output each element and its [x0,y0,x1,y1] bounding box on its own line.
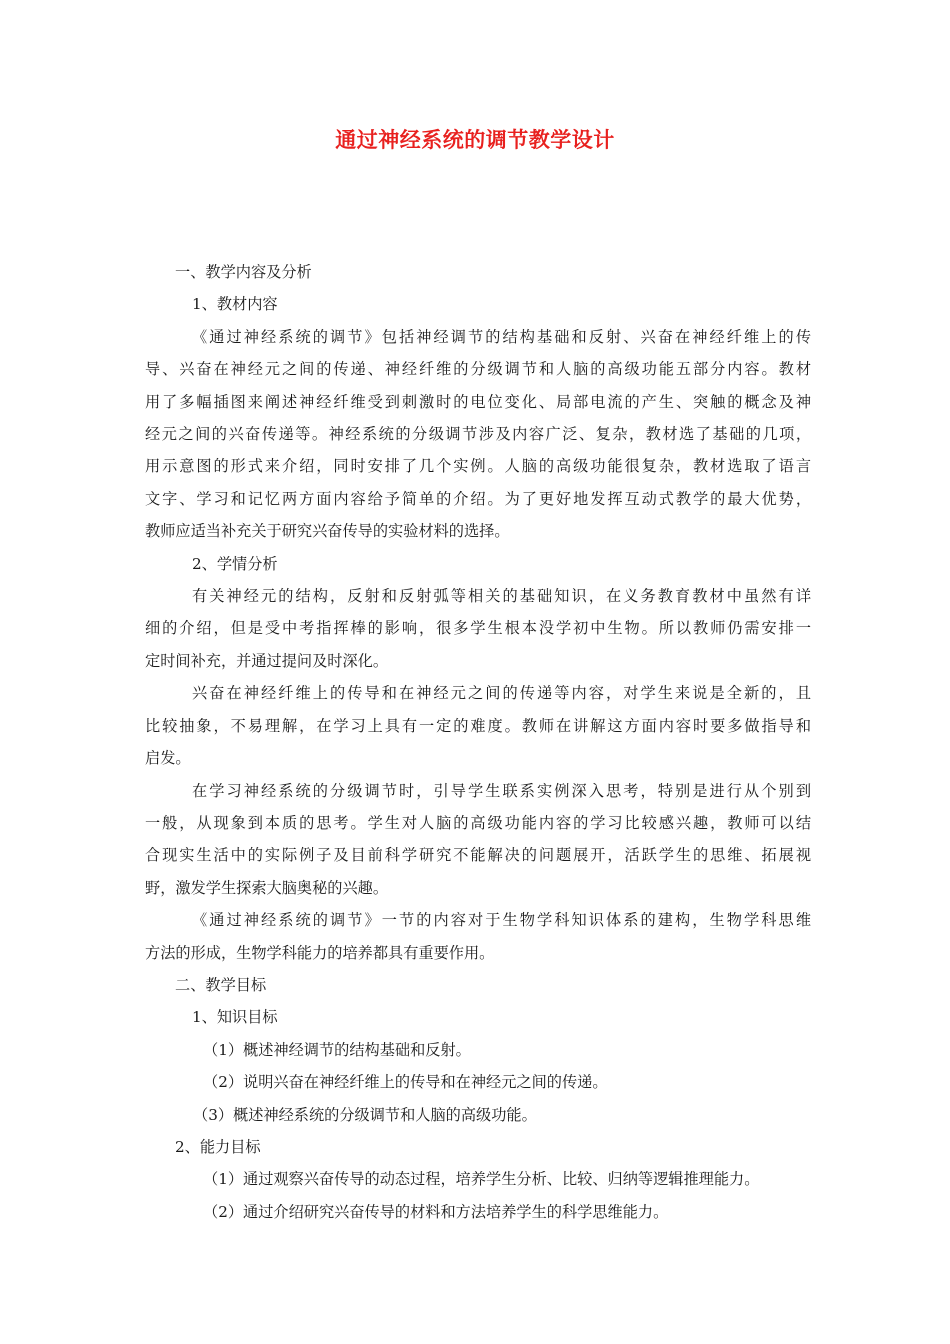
subsection-heading: 2、能力目标 [175,1137,261,1156]
paragraph-line: 一般，从现象到本质的思考。学生对人脑的高级功能内容的学习比较感兴趣，教师可以结 [145,813,811,832]
document-title: 通过神经系统的调节教学设计 [335,128,615,152]
paragraph-line: 经元之间的兴奋传递等。神经系统的分级调节涉及内容广泛、复杂，教材选了基础的几项， [145,425,811,444]
section-heading: 一、教学内容及分析 [175,263,312,281]
paragraph-line: 兴奋在神经纤维上的传导和在神经元之间的传递等内容，对学生来说是全新的，且 [192,684,811,703]
section-heading: 二、教学目标 [175,975,267,994]
paragraph-line: 用了多幅插图来阐述神经纤维受到刺激时的电位变化、局部电流的产生、突触的概念及神 [145,392,811,411]
paragraph-line: 细的介绍，但是受中考指挥棒的影响，很多学生根本没学初中生物。所以教师仍需安排一 [145,619,811,638]
paragraph-line: 定时间补充，并通过提问及时深化。 [145,651,388,670]
paragraph-line: 导、兴奋在神经元之间的传递、神经纤维的分级调节和人脑的高级功能五部分内容。教材 [145,360,811,379]
paragraph-line: 《通过神经系统的调节》一节的内容对于生物学科知识体系的建构，生物学科思维 [192,911,811,930]
paragraph-line: 野，激发学生探索大脑奥秘的兴趣。 [145,878,388,897]
paragraph-line: 合现实生活中的实际例子及目前科学研究不能解决的问题展开，活跃学生的思维、拓展视 [145,846,811,865]
list-item: （2）说明兴奋在神经纤维上的传导和在神经元之间的传递。 [203,1073,608,1092]
paragraph-line: 文字、学习和记忆两方面内容给予简单的介绍。为了更好地发挥互动式教学的最大优势， [145,489,811,508]
paragraph-line: 有关神经元的结构，反射和反射弧等相关的基础知识，在义务教育教材中虽然有详 [192,587,811,606]
subsection-heading: 2、学情分析 [192,554,278,573]
subsection-heading: 1、知识目标 [192,1008,278,1027]
paragraph-line: 教师应适当补充关于研究兴奋传导的实验材料的选择。 [145,522,510,541]
paragraph-line: 启发。 [145,749,191,768]
document-body [145,256,811,1228]
list-item: （2）通过介绍研究兴奋传导的材料和方法培养学生的科学思维能力。 [203,1202,669,1221]
subsection-heading: 1、教材内容 [192,295,278,314]
paragraph-line: 用示意图的形式来介绍，同时安排了几个实例。人脑的高级功能很复杂，教材选取了语言 [145,457,811,476]
paragraph-line: 方法的形成，生物学科能力的培养都具有重要作用。 [145,943,495,962]
paragraph-line: 比较抽象，不易理解，在学习上具有一定的难度。教师在讲解这方面内容时要多做指导和 [145,716,811,735]
list-item: （1）概述神经调节的结构基础和反射。 [203,1040,471,1059]
list-item: （3）概述神经系统的分级调节和人脑的高级功能。 [193,1105,537,1124]
list-item: （1）通过观察兴奋传导的动态过程，培养学生分析、比较、归纳等逻辑推理能力。 [203,1170,760,1189]
paragraph-line: 《通过神经系统的调节》包括神经调节的结构基础和反射、兴奋在神经纤维上的传 [192,327,811,346]
paragraph-line: 在学习神经系统的分级调节时，引导学生联系实例深入思考，特别是进行从个别到 [192,781,811,800]
